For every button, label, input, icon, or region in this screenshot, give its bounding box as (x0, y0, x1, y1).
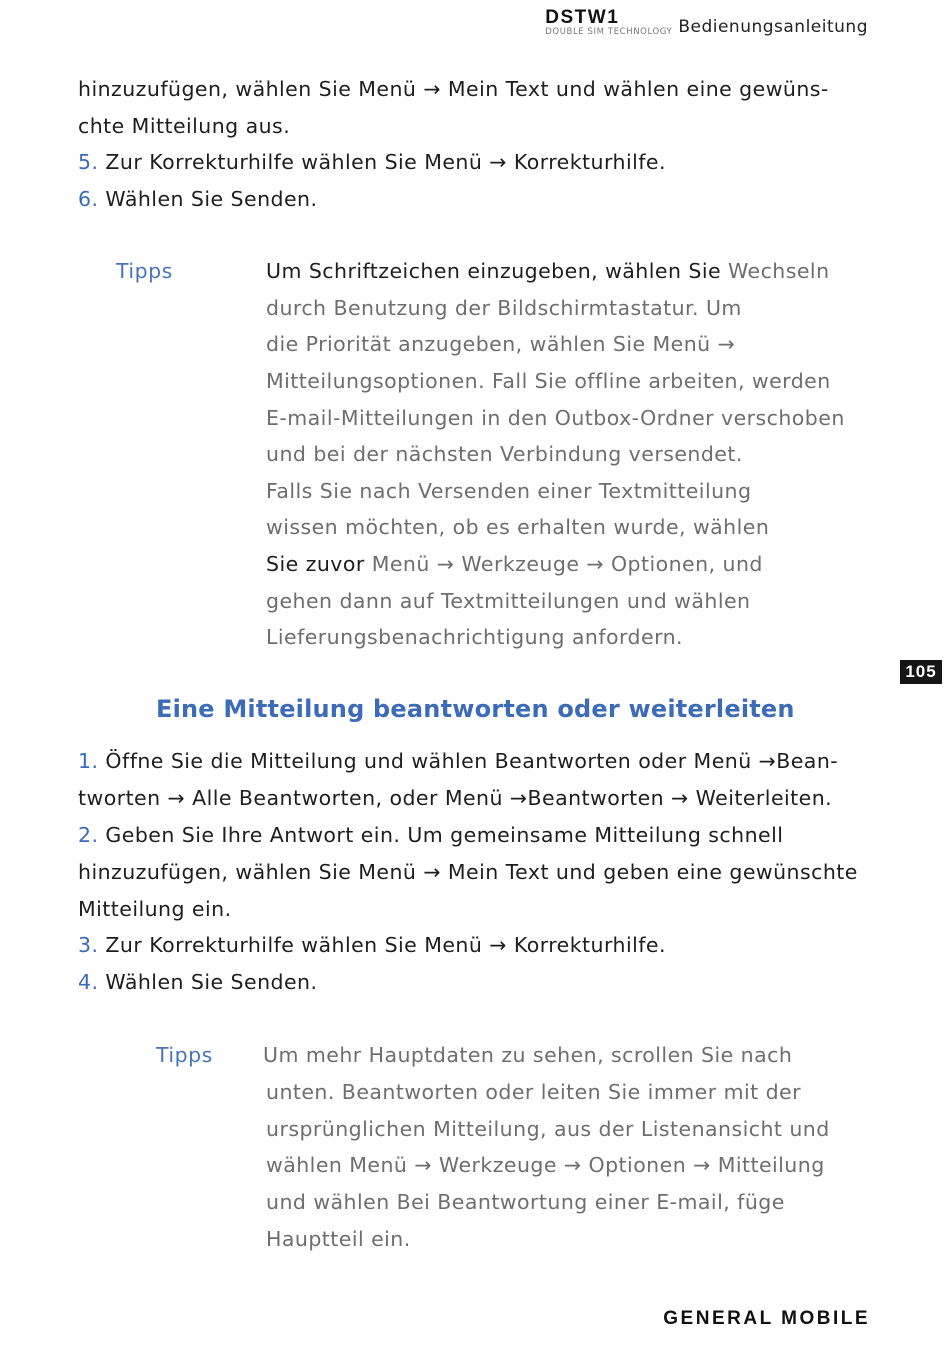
list-item-continuation: Mitteilung ein. (78, 897, 232, 921)
step-number: 6. (78, 187, 99, 211)
list-item (78, 822, 783, 848)
tip-line: Um Schriftzeichen einzugeben, wählen Sie Wechseln (266, 259, 830, 283)
tip-line: wissen möchten, ob es erhalten wurde, wählen (266, 515, 770, 539)
brand-subtitle: DOUBLE SIM TECHNOLOGY (545, 27, 673, 37)
list-item (78, 186, 317, 212)
tips-label: Tipps (116, 259, 173, 283)
tip-line: und bei der nächsten Verbindung versendet. (266, 442, 743, 466)
list-item (78, 149, 666, 175)
tip-line: wählen Menü → Werkzeuge → Optionen → Mitteilung (266, 1153, 825, 1177)
page-header (545, 8, 868, 37)
tip-line: E-mail-Mitteilungen in den Outbox-Ordner verschoben (266, 406, 845, 430)
tip-line: die Priorität anzugeben, wählen Sie Menü → (266, 332, 736, 356)
tip-line: durch Benutzung der Bildschirmtastatur. Um (266, 296, 742, 320)
section-heading: Eine Mitteilung beantworten oder weiterleiten (156, 695, 795, 723)
tip-line: gehen dann auf Textmitteilungen und wählen (266, 589, 751, 613)
step-text: Geben Sie Ihre Antwort ein. Um gemeinsame Mitteilung schnell (98, 823, 784, 847)
step-text: Zur Korrekturhilfe wählen Sie Menü → Korrekturhilfe. (98, 933, 666, 957)
page-number-badge: 105 (900, 660, 942, 684)
document-title: Bedienungsanleitung (678, 17, 868, 37)
paragraph-line: chte Mitteilung aus. (78, 114, 291, 138)
tip-line: Um mehr Hauptdaten zu sehen, scrollen Sie nach (263, 1043, 793, 1067)
step-number: 4. (78, 970, 99, 994)
footer-brand-logo: GENERAL MOBILE (663, 1308, 870, 1329)
brand-logo: DSTW1 (545, 7, 620, 28)
tips-label: Tipps (156, 1043, 213, 1067)
tip-line: Sie zuvor Menü → Werkzeuge → Optionen, und (266, 552, 763, 576)
step-number: 2. (78, 823, 99, 847)
tip-line: Falls Sie nach Versenden einer Textmitteilung (266, 479, 752, 503)
step-number: 3. (78, 933, 99, 957)
tip-line: unten. Beantworten oder leiten Sie immer mit der (266, 1080, 802, 1104)
step-text: Wählen Sie Senden. (98, 187, 318, 211)
list-item (78, 932, 666, 958)
step-number: 5. (78, 150, 99, 174)
brand-block (545, 8, 672, 37)
list-item (78, 969, 317, 995)
step-text: Zur Korrekturhilfe wählen Sie Menü → Korrekturhilfe. (98, 150, 666, 174)
step-number: 1. (78, 749, 99, 773)
step-text: Wählen Sie Senden. (98, 970, 318, 994)
tip-line: und wählen Bei Beantwortung einer E-mail, füge (266, 1190, 785, 1214)
tip-line: Mitteilungsoptionen. Fall Sie offline arbeiten, werden (266, 369, 831, 393)
list-item-continuation: hinzuzufügen, wählen Sie Menü → Mein Text und geben eine gewünschte (78, 860, 858, 884)
list-item-continuation: tworten → Alle Beantworten, oder Menü →Beantworten → Weiterleiten. (78, 786, 833, 810)
step-text: Öffne Sie die Mitteilung und wählen Beantworten oder Menü →Bean- (98, 749, 839, 773)
tip-line: Lieferungsbenachrichtigung anfordern. (266, 625, 683, 649)
list-item (78, 748, 838, 774)
tip-line: ursprünglichen Mitteilung, aus der Listenansicht und (266, 1117, 830, 1141)
paragraph-line: hinzuzufügen, wählen Sie Menü → Mein Text und wählen eine gewüns- (78, 77, 829, 101)
tip-line: Hauptteil ein. (266, 1227, 411, 1251)
